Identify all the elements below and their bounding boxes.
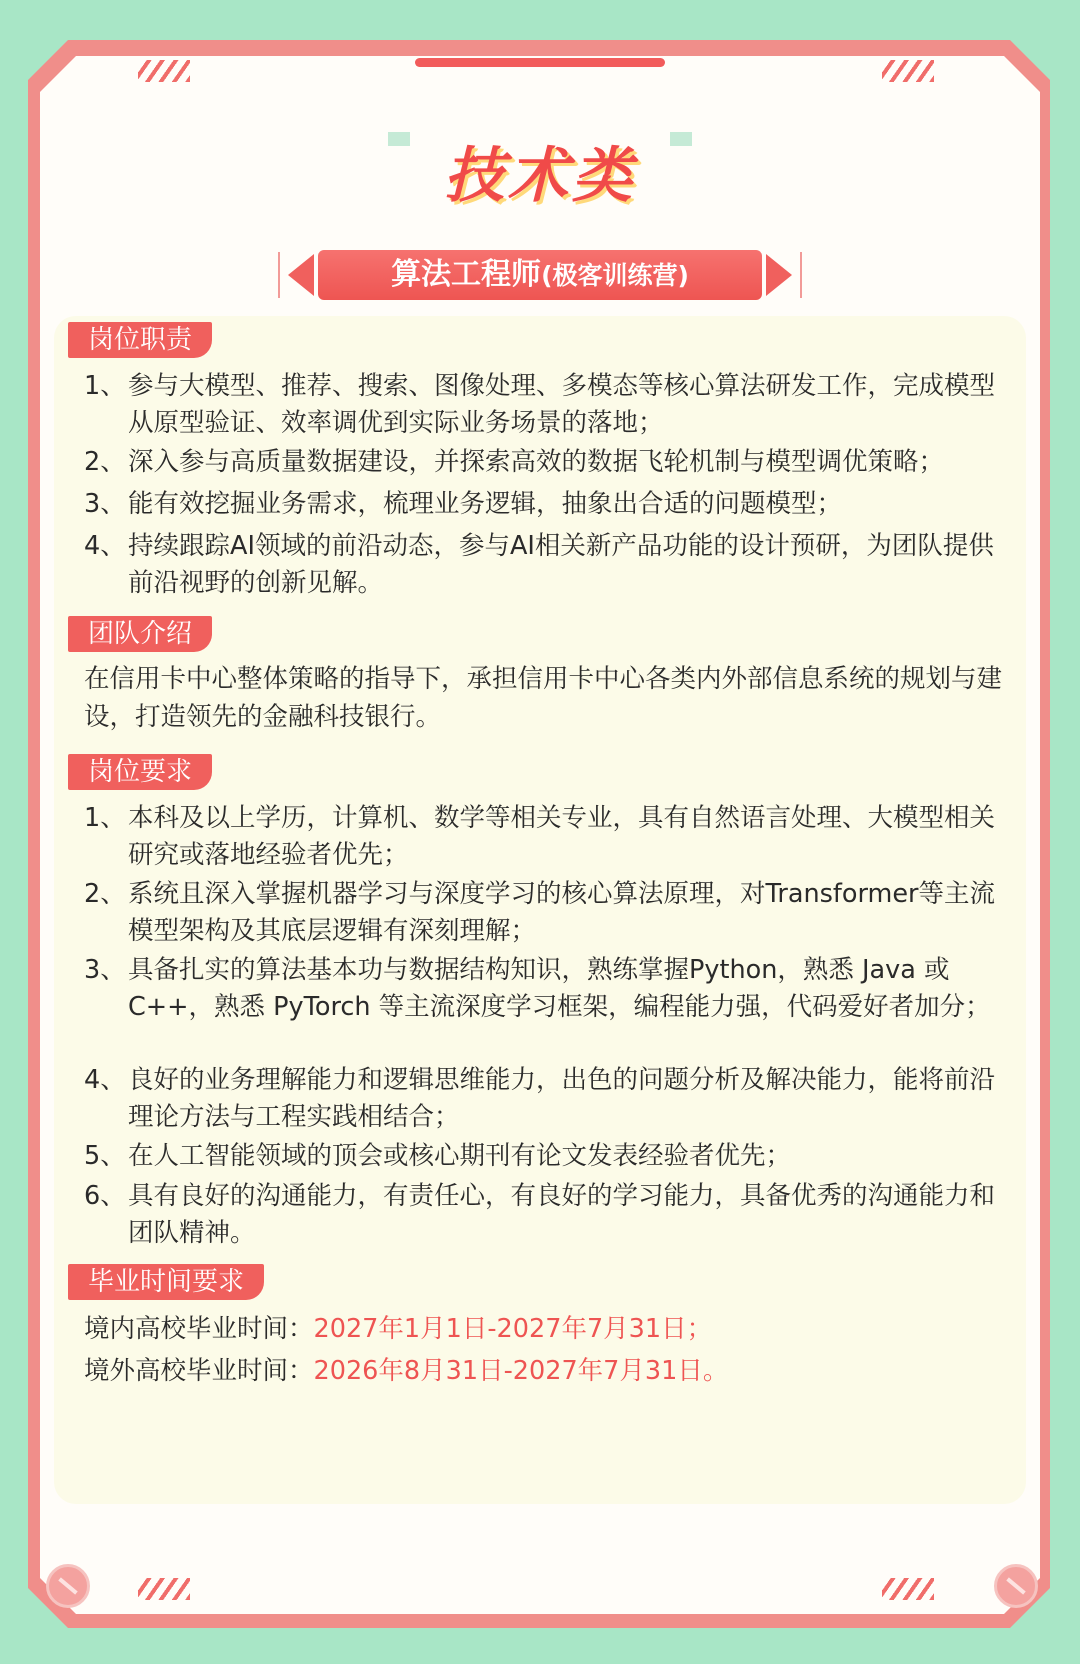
stripe-decoration-bottom-left <box>138 1578 190 1600</box>
requirement-item <box>84 876 1004 950</box>
job-title <box>318 250 762 300</box>
duty-number: 2、 <box>84 447 126 477</box>
title-area <box>0 128 1080 214</box>
graduation-overseas <box>84 1352 1004 1390</box>
duty-item <box>84 528 1004 602</box>
duty-item <box>84 486 1004 523</box>
stripe-decoration-top-right <box>882 60 934 82</box>
requirement-item <box>84 1138 1004 1175</box>
requirement-text: 具备扎实的算法基本功与数据结构知识，熟练掌握Python，熟悉 Java 或 C++，熟悉 PyTorch 等主流深度学习框架，编程能力强，代码爱好者加分； <box>128 955 991 1022</box>
requirement-number: 4、 <box>84 1065 126 1095</box>
job-title-program: (极客训练营) <box>541 261 689 290</box>
section-tag-team: 团队介绍 <box>68 616 212 652</box>
requirement-text: 系统且深入掌握机器学习与深度学习的核心算法原理，对Transformer等主流模型架构及其底层逻辑有深刻理解； <box>128 879 996 946</box>
job-title-main: 算法工程师 <box>391 257 542 292</box>
requirement-item <box>84 1062 1004 1136</box>
duty-text: 持续跟踪AI领域的前沿动态，参与AI相关新产品功能的设计预研，为团队提供前沿视野的创新见解。 <box>128 531 994 598</box>
duty-item <box>84 368 1004 442</box>
duty-item <box>84 444 1004 481</box>
requirement-text: 本科及以上学历，计算机、数学等相关专业，具有自然语言处理、大模型相关研究或落地经验者优先； <box>128 803 996 870</box>
job-title-banner <box>278 246 802 304</box>
duty-number: 1、 <box>84 371 126 401</box>
graduation-domestic-value: 2027年1月1日-2027年7月31日； <box>313 1314 713 1344</box>
duty-text: 参与大模型、推荐、搜索、图像处理、多模态等核心算法研发工作，完成模型从原型验证、效率调优到实际业务场景的落地； <box>128 371 996 438</box>
top-accent-bar <box>415 58 665 67</box>
requirement-number: 5、 <box>84 1141 126 1171</box>
graduation-domestic <box>84 1310 1004 1348</box>
duty-text: 深入参与高质量数据建设，并探索高效的数据飞轮机制与模型调优策略； <box>128 447 945 477</box>
corner-dot-bottom-right <box>994 1564 1038 1608</box>
graduation-overseas-value: 2026年8月31日-2027年7月31日。 <box>313 1356 729 1386</box>
graduation-domestic-label: 境内高校毕业时间： <box>84 1314 314 1344</box>
requirement-item <box>84 952 1004 1026</box>
requirement-text: 具有良好的沟通能力，有责任心，有良好的学习能力，具备优秀的沟通能力和团队精神。 <box>128 1181 996 1248</box>
stripe-decoration-bottom-right <box>882 1578 934 1600</box>
graduation-overseas-label: 境外高校毕业时间： <box>84 1356 314 1386</box>
content-card <box>54 316 1026 1504</box>
chevron-right-icon <box>766 254 792 296</box>
requirement-number: 1、 <box>84 803 126 833</box>
corner-dot-bottom-left <box>46 1564 90 1608</box>
duty-number: 4、 <box>84 531 126 561</box>
stripe-decoration-top-left <box>138 60 190 82</box>
section-tag-requirements: 岗位要求 <box>68 754 212 790</box>
requirement-text: 在人工智能领域的顶会或核心期刊有论文发表经验者优先； <box>128 1141 792 1171</box>
requirement-item <box>84 1178 1004 1252</box>
team-description: 在信用卡中心整体策略的指导下，承担信用卡中心各类内外部信息系统的规划与建设，打造领先的金融科技银行。 <box>84 664 1003 732</box>
chevron-left-icon <box>288 254 314 296</box>
duty-number: 3、 <box>84 489 126 519</box>
section-tag-duties: 岗位职责 <box>68 322 212 358</box>
duty-text: 能有效挖掘业务需求，梳理业务逻辑，抽象出合适的问题模型； <box>128 489 843 519</box>
page-title: 技术类 <box>444 141 636 211</box>
section-tag-graduation: 毕业时间要求 <box>68 1264 264 1300</box>
requirement-item <box>84 800 1004 874</box>
requirement-text: 良好的业务理解能力和逻辑思维能力，出色的问题分析及解决能力，能将前沿理论方法与工程实践相结合； <box>128 1065 996 1132</box>
requirement-number: 6、 <box>84 1181 126 1211</box>
requirement-number: 2、 <box>84 879 126 909</box>
requirement-number: 3、 <box>84 955 126 985</box>
